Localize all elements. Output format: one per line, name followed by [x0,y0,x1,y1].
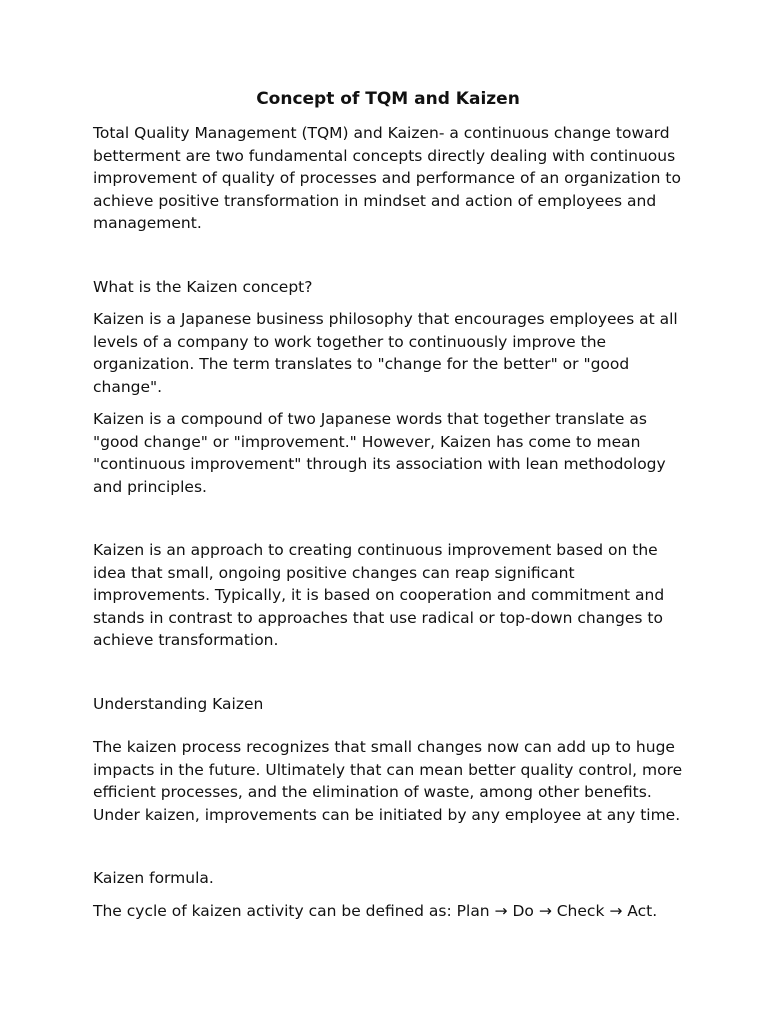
paragraph-philosophy: Kaizen is a Japanese business philosophy that encourages employees at all levels of a company to work together to continuously improve the organization. The term translates to "change for the better" or "good change". [93,310,678,396]
intro-paragraph: Total Quality Management (TQM) and Kaizen- a continuous change toward betterment are two fundamental concepts directly dealing with continuous improvement of quality of processes and performance of an organization to achieve positive transformation in mindset and action of employees and management. [93,124,681,232]
section-heading-kaizen-concept: What is the Kaizen concept? [93,277,313,296]
paragraph-process: The kaizen process recognizes that small changes now can add up to huge impacts in the future. Ultimately that can mean better quality control, more efficient processes, and the elimination of waste, among other benefits. Under kaizen, improvements can be initiated by any employee at any time. [93,738,683,824]
paragraph-compound: Kaizen is a compound of two Japanese words that together translate as "good change" or "improvement." However, Kaizen has come to mean "continuous improvement" through its association with lean methodology and principles. [93,410,666,496]
section-heading-understanding: Understanding Kaizen [93,694,264,713]
paragraph-cycle: The cycle of kaizen activity can be defined as: Plan → Do → Check → Act. [93,901,658,920]
section-heading-formula: Kaizen formula. [93,869,214,887]
page-title: Concept of TQM and Kaizen [256,89,520,109]
document-page [93,88,683,922]
paragraph-approach: Kaizen is an approach to creating continuous improvement based on the idea that small, ongoing positive changes can reap significant improvements. Typically, it is based on cooperation and commitment and stands in contrast to approaches that use radical or top-down changes to achieve transformation. [93,541,665,649]
